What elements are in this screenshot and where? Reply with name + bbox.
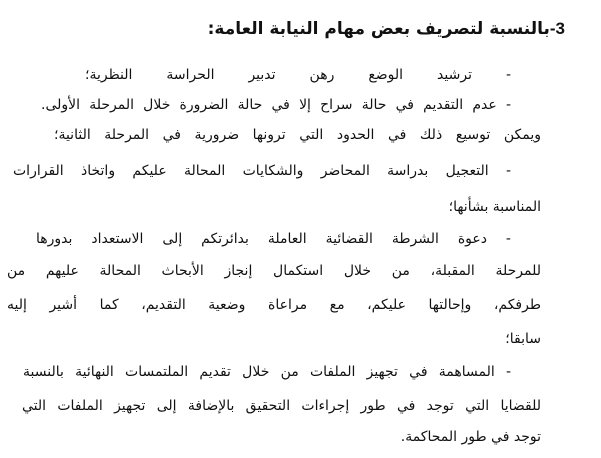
bullet-line-4: - التعجيل بدراسة المحاضر والشكايات المحالة عليكم واتخاذ القرارات	[13, 163, 511, 179]
paragraph-line-8: طرفكم، وإحالتها عليكم، مع مراعاة وضعية التقديم، كما أشير إليه	[7, 297, 541, 313]
paragraph-line-11: للقضايا التي توجد في طور إجراءات التحقيق بالإضافة إلى تجهيز الملفات التي	[22, 398, 541, 414]
bullet-line-10: - المساهمة في تجهيز الملفات من خلال تقديم الملتمسات النهائية بالنسبة	[23, 364, 511, 380]
bullet-line-1: - ترشيد الوضع رهن تدبير الحراسة النظرية؛	[85, 67, 511, 83]
paragraph-line-5: المناسبة بشأنها؛	[448, 199, 541, 215]
bullet-line-2: - عدم التقديم في حالة سراح إلا في حالة الضرورة خلال المرحلة الأولى.	[41, 97, 511, 113]
section-heading-text: بالنسبة لتصريف بعض مهام النيابة العامة:	[207, 19, 550, 39]
paragraph-line-12: توجد في طور المحاكمة.	[400, 429, 541, 445]
bullet-line-6: - دعوة الشرطة القضائية العاملة بدائرتكم إلى الاستعداد بدورها	[36, 231, 511, 247]
paragraph-line-9: سابقا؛	[505, 331, 541, 347]
paragraph-line-3: ويمكن توسيع ذلك في الحدود التي ترونها ضرورية في المرحلة الثانية؛	[54, 127, 541, 143]
paragraph-line-7: للمرحلة المقبلة، من خلال استكمال إنجاز الأبحاث المحالة عليهم من	[7, 263, 541, 279]
section-number: 3-	[549, 19, 565, 38]
section-heading	[208, 20, 565, 38]
